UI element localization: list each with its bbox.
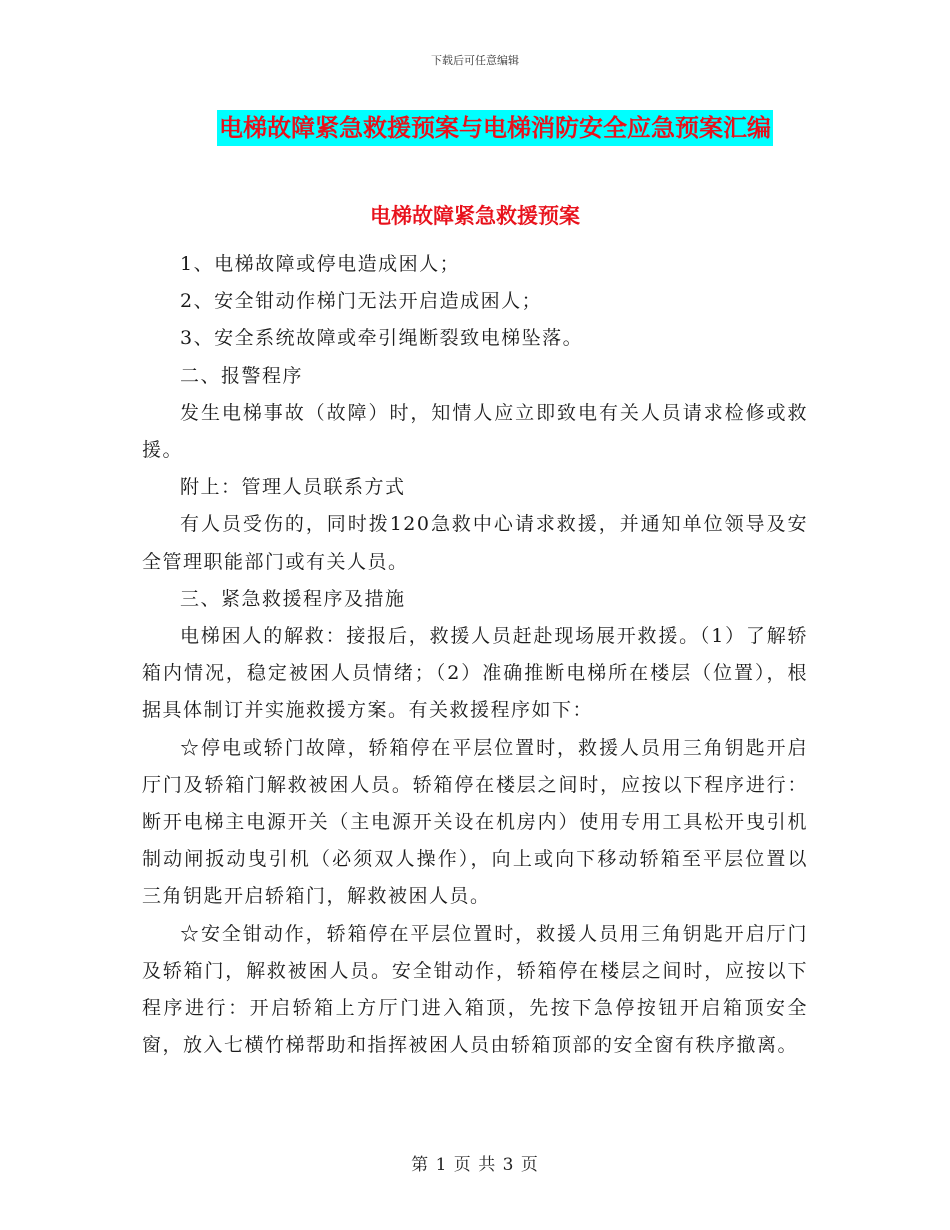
paragraph: 有人员受伤的，同时拨120急救中心请求救援，并通知单位领导及安全管理职能部门或有关人员。: [142, 513, 808, 573]
paragraph: ☆安全钳动作，轿箱停在平层位置时，救援人员用三角钥匙开启厅门及轿箱门，解救被困人员。安全钳动作，轿箱停在楼层之间时，应按以下程序进行：开启轿箱上方厅门进入箱顶，先按下急停按钮开启箱顶安全窗，放入七横竹梯帮助和指挥被困人员由轿箱顶部的安全窗有秩序撤离。: [142, 922, 808, 1057]
main-title-container: [0, 110, 950, 146]
page-number-footer: 第 1 页 共 3 页: [411, 1155, 539, 1175]
page-header-note: 下载后可任意编辑: [431, 54, 519, 67]
paragraph: 2、安全钳动作梯门无法开启造成困人；: [180, 290, 543, 313]
paragraph: ☆停电或轿门故障，轿箱停在平层位置时，救援人员用三角钥匙开启厅门及轿箱门解救被困人员。轿箱停在楼层之间时，应按以下程序进行：断开电梯主电源开关（主电源开关设在机房内）使用专用工具松开曳引机制动闸扳动曳引机（必须双人操作），向上或向下移动轿箱至平层位置以三角钥匙开启轿箱门，解救被困人员。: [142, 736, 808, 908]
paragraph: 3、安全系统故障或牵引绳断裂致电梯坠落。: [180, 327, 584, 350]
paragraph: 电梯困人的解救：接报后，救援人员赶赴现场展开救援。（1）了解轿箱内情况，稳定被困人员情绪；（2）准确推断电梯所在楼层（位置），根据具体制订并实施救援方案。有关救援程序如下：: [142, 625, 808, 722]
document-main-title: 电梯故障紧急救援预案与电梯消防安全应急预案汇编: [217, 110, 773, 146]
paragraph: 三、紧急救援程序及措施: [180, 587, 406, 610]
paragraph: 发生电梯事故（故障）时，知情人应立即致电有关人员请求检修或救援。: [142, 401, 808, 462]
paragraph: 二、报警程序: [180, 364, 304, 387]
document-body: [142, 246, 808, 1064]
section-title: 电梯故障紧急救援预案: [370, 203, 580, 228]
paragraph: 附上：管理人员联系方式: [180, 476, 406, 499]
paragraph: 1、电梯故障或停电造成困人；: [180, 253, 461, 275]
